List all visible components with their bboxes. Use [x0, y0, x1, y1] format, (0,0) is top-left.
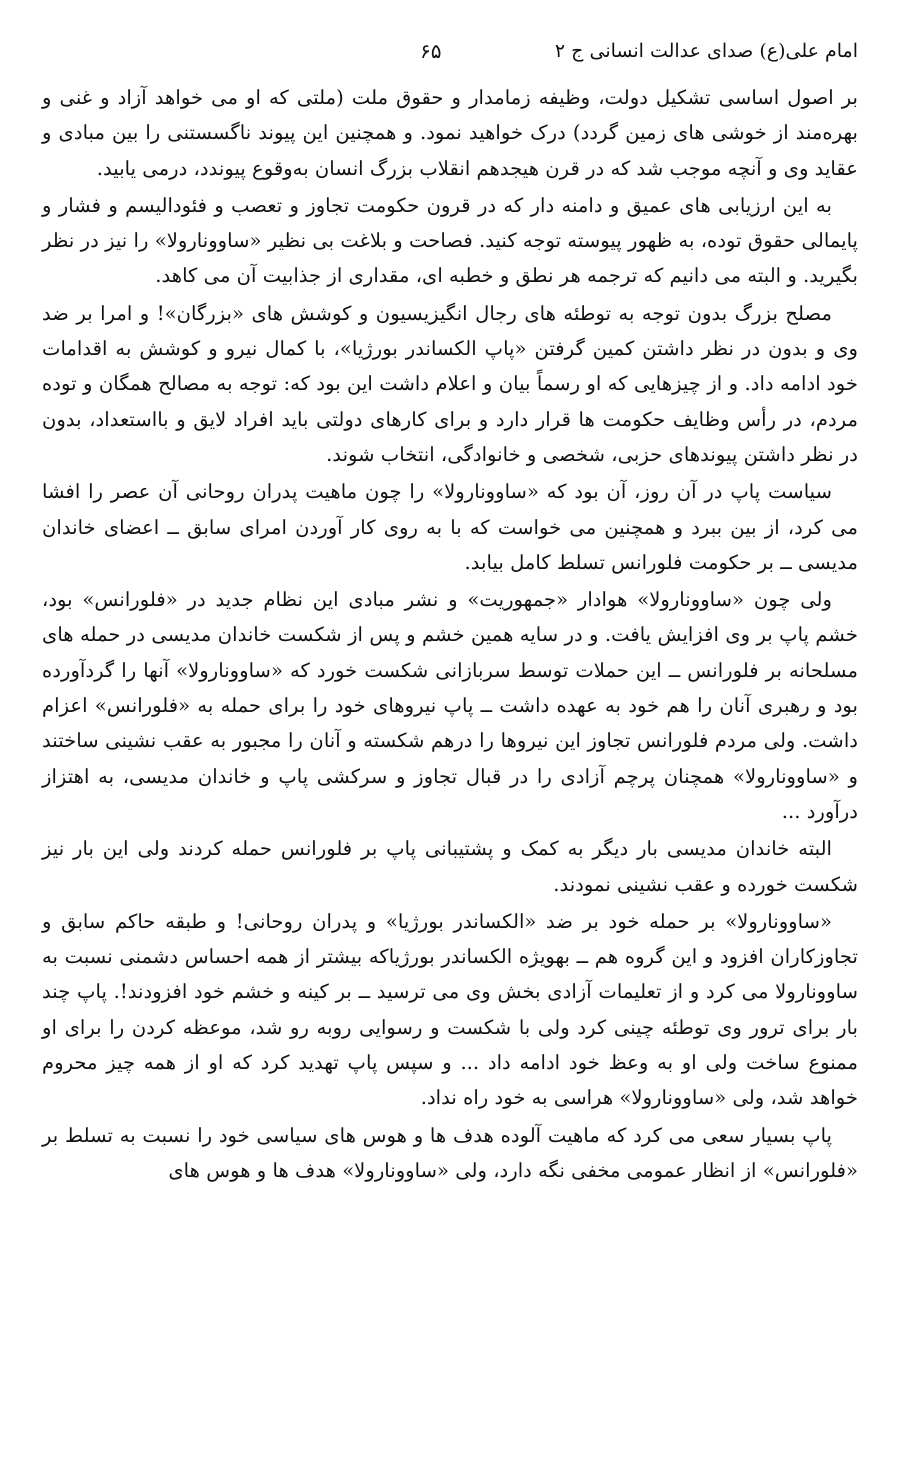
paragraph: بر اصول اساسی تشکیل دولت، وظیفه زمامدار و حقوق ملت (ملتی که او می خواهد آزاد و غنی و بهره‌مند از خوشی های زمین گردد) درک خواهید نمود. و همچنین این پیوند ناگسستنی را بین مبادی و عقاید وی و آنچه موجب شد که در قرن هیجدهم انقلاب بزرگ انسان به‌وقوع پیوندد، درمی یابید. [42, 86, 858, 180]
paragraph: سیاست پاپ در آن روز، آن بود که «ساوونارولا» را چون ماهیت پدران روحانی آن عصر را افشا می کرد، از بین ببرد و همچنین می خواست که با به روی کار آوردن امرای سابق ــ اعضای خاندان مدیسی ــ بر حکومت فلورانس تسلط کامل بیابد. [42, 480, 858, 574]
paragraph: پاپ بسیار سعی می کرد که ماهیت آلوده هدف ها و هوس های سیاسی خود را نسبت به تسلط بر «فلورانس» از انظار عمومی مخفی نگه دارد، ولی «ساوونارولا» هدف ها و هوس های [42, 1123, 858, 1182]
paragraph: «ساوونارولا» بر حمله خود بر ضد «الکساندر بورژیا» و پدران روحانی! و طبقه حاکم سابق و تجاوزکاران افزود و این گروه هم ــ بهویژه الکساندر بورژیاکه بیشتر از همه احساس دشمنی نسبت به ساوونارولا می کرد و از تعلیمات آزادی بخش وی می ترسید ــ بر کینه و خشم خود افزودند!. پاپ چند بار برای ترور وی توطئه چینی کرد ولی با شکست و رسوایی روبه رو شد، موعظه کردن را برای او ممنوع ساخت ولی او به وعظ خود ادامه داد ... و سپس پاپ تهدید کرد که او از همه چیز محروم خواهد شد، ولی «ساوونارولا» هراسی به خود راه نداد. [42, 909, 858, 1110]
running-title: امام علی(ع) صدای عدالت انسانی ج ۲ [554, 40, 858, 62]
page-number: ۶۵ [420, 39, 442, 63]
body-text [42, 80, 858, 1190]
paragraph: ولی چون «ساوونارولا» هوادار «جمهوریت» و نشر مبادی این نظام جدید در «فلورانس» بود، خشم پاپ بر وی افزایش یافت. و در سایه همین خشم و پس از شکست خاندان مدیسی در حمله های مسلحانه بر فلورانس ــ این حملات توسط سربازانی شکست خورد که «ساوونارولا» آنها را گردآورده بود و رهبری آنان را هم خود به عهده داشت ــ پاپ نیروهای خود را برای حمله به «فلورانس» اعزام داشت. ولی مردم فلورانس تجاوز این نیروها را درهم شکسته و آنان را مجبور به عقب نشینی ساختند و «ساوونارولا» همچنان پرچم آزادی را در قبال تجاوز و سرکشی پاپ و خاندان مدیسی، به اهتزاز درآورد ... [42, 588, 858, 823]
page-header [42, 34, 858, 68]
paragraph: البته خاندان مدیسی بار دیگر به کمک و پشتیبانی پاپ بر فلورانس حمله کردند ولی این بار نیز شکست خورده و عقب نشینی نمودند. [42, 837, 858, 896]
document-page [42, 0, 858, 1479]
paragraph: به این ارزیابی های عمیق و دامنه دار که در قرون حکومت تجاوز و تعصب و فئودالیسم و فشار و پایمالی حقوق توده، به ظهور پیوسته توجه کنید. فصاحت و بلاغت بی نظیر «ساوونارولا» را نیز در نظر بگیرید. و البته می دانیم که ترجمه هر نطق و خطبه ای، مقداری از جذابیت آن می کاهد. [42, 193, 858, 288]
paragraph: مصلح بزرگ بدون توجه به توطئه های رجال انگیزیسیون و کوشش های «بزرگان»! و امرا بر ضد وی و بدون در نظر داشتن کمین گرفتن «پاپ الکساندر بورژیا»، با کمال نیرو و کوشش به اقدامات خود ادامه داد. و از چیزهایی که او رسماً بیان و اعلام داشت این بود که: توجه به مصالح همگان و توده مردم، در رأس وظایف حکومت ها قرار دارد و برای کارهای دولتی باید افراد لایق و بااستعداد، بدون در نظر داشتن پیوندهای حزبی، شخصی و خانوادگی، انتخاب شوند. [42, 301, 858, 466]
